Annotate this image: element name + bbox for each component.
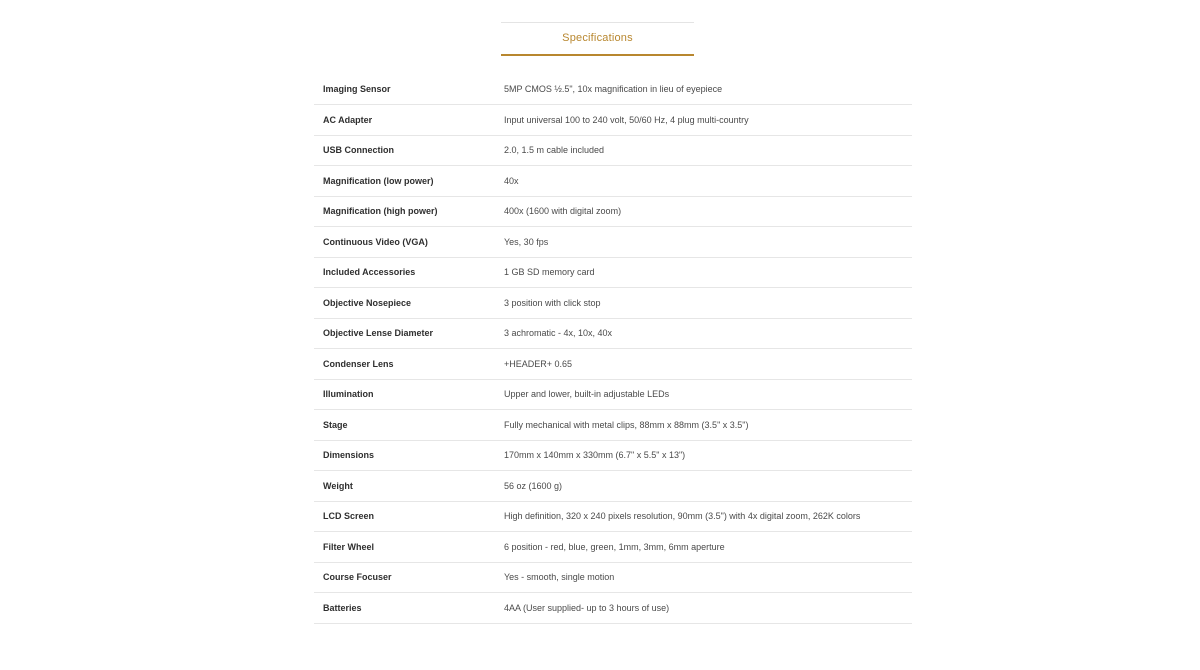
table-row (314, 257, 912, 288)
spec-value: +HEADER+ 0.65 (504, 349, 912, 380)
spec-label: Continuous Video (VGA) (314, 227, 504, 258)
spec-value: 6 position - red, blue, green, 1mm, 3mm, 6mm aperture (504, 532, 912, 563)
spec-value: 4AA (User supplied- up to 3 hours of use) (504, 593, 912, 624)
spec-label: Illumination (314, 379, 504, 410)
table-row (314, 532, 912, 563)
spec-value: 400x (1600 with digital zoom) (504, 196, 912, 227)
table-row (314, 196, 912, 227)
table-row (314, 135, 912, 166)
spec-value: Fully mechanical with metal clips, 88mm x 88mm (3.5" x 3.5") (504, 410, 912, 441)
table-row (314, 410, 912, 441)
spec-value: High definition, 320 x 240 pixels resolution, 90mm (3.5") with 4x digital zoom, 262K colors (504, 501, 912, 532)
spec-value: 40x (504, 166, 912, 197)
spec-label: Included Accessories (314, 257, 504, 288)
table-row (314, 593, 912, 624)
table-row (314, 227, 912, 258)
spec-label: Objective Nosepiece (314, 288, 504, 319)
table-row (314, 74, 912, 105)
table-row (314, 349, 912, 380)
table-row (314, 288, 912, 319)
spec-label: Weight (314, 471, 504, 502)
table-row (314, 318, 912, 349)
tab-specifications-label: Specifications (562, 32, 633, 44)
table-row (314, 562, 912, 593)
spec-value: 2.0, 1.5 m cable included (504, 135, 912, 166)
spec-label: Objective Lense Diameter (314, 318, 504, 349)
spec-label: LCD Screen (314, 501, 504, 532)
spec-label: Imaging Sensor (314, 74, 504, 105)
spec-label: Dimensions (314, 440, 504, 471)
spec-value: 56 oz (1600 g) (504, 471, 912, 502)
spec-label: Filter Wheel (314, 532, 504, 563)
spec-label: AC Adapter (314, 105, 504, 136)
spec-value: 1 GB SD memory card (504, 257, 912, 288)
spec-label: Magnification (high power) (314, 196, 504, 227)
spec-value: Input universal 100 to 240 volt, 50/60 Hz, 4 plug multi-country (504, 105, 912, 136)
spec-label: USB Connection (314, 135, 504, 166)
spec-label: Course Focuser (314, 562, 504, 593)
spec-label: Batteries (314, 593, 504, 624)
table-row (314, 166, 912, 197)
spec-value: 170mm x 140mm x 330mm (6.7" x 5.5" x 13") (504, 440, 912, 471)
spec-label: Magnification (low power) (314, 166, 504, 197)
spec-value: Upper and lower, built-in adjustable LEDs (504, 379, 912, 410)
tab-specifications[interactable] (501, 22, 694, 56)
spec-label: Stage (314, 410, 504, 441)
spec-label: Condenser Lens (314, 349, 504, 380)
table-row (314, 501, 912, 532)
spec-value: Yes - smooth, single motion (504, 562, 912, 593)
table-row (314, 105, 912, 136)
table-row (314, 440, 912, 471)
spec-value: 5MP CMOS ½.5", 10x magnification in lieu of eyepiece (504, 74, 912, 105)
specifications-table (314, 74, 912, 624)
table-row (314, 471, 912, 502)
table-row (314, 379, 912, 410)
spec-value: Yes, 30 fps (504, 227, 912, 258)
spec-value: 3 achromatic - 4x, 10x, 40x (504, 318, 912, 349)
spec-value: 3 position with click stop (504, 288, 912, 319)
